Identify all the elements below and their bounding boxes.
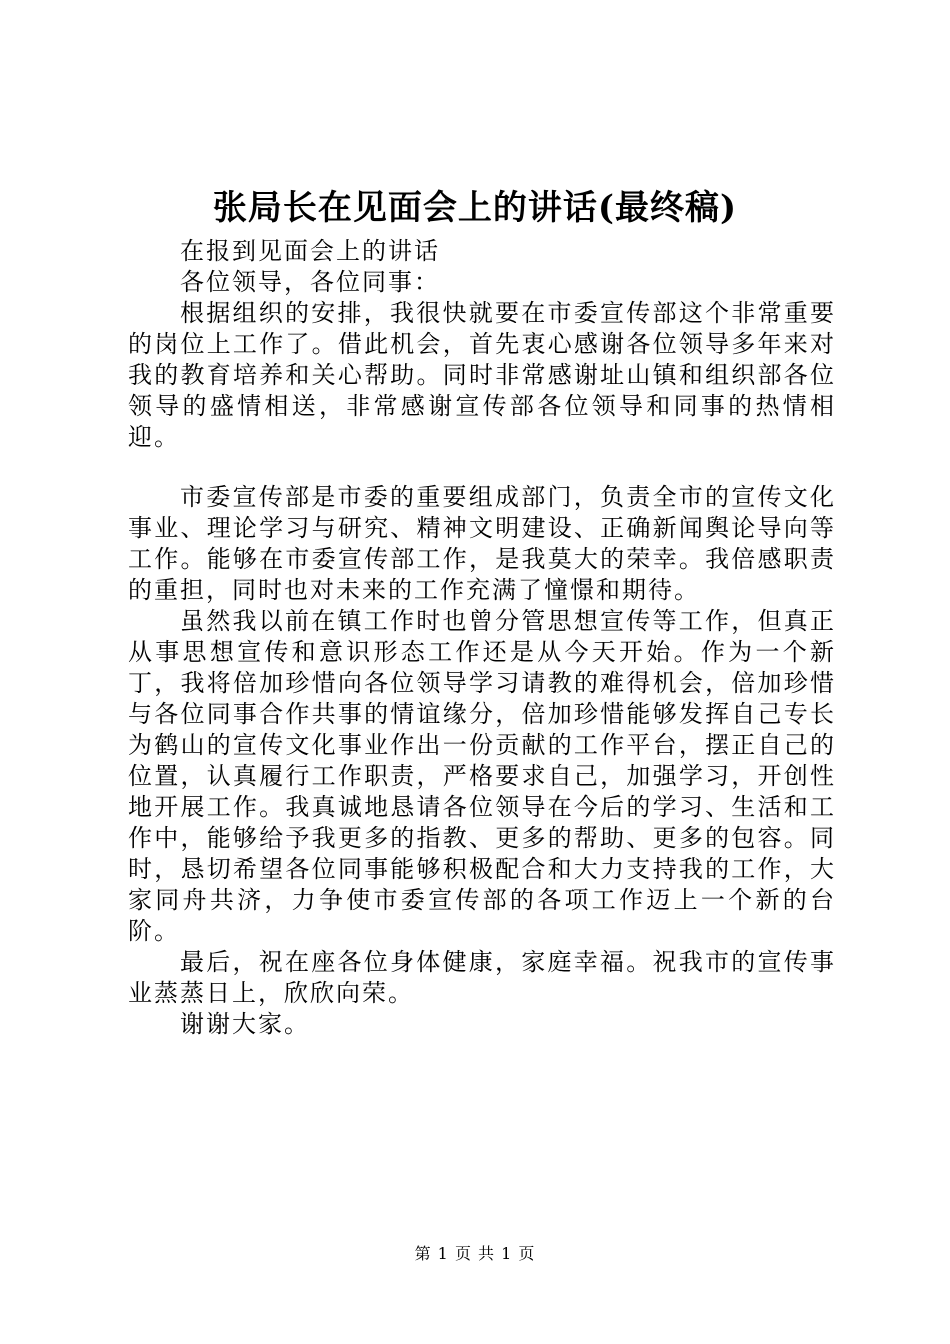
paragraph-commitment: 虽然我以前在镇工作时也曾分管思想宣传等工作，但真正从事思想宣传和意识形态工作还是从今天开始。作为一个新丁，我将倍加珍惜向各位领导学习请教的难得机会，倍加珍惜与各位同事合作共事的情谊缘分，倍加珍惜能够发挥自己专长为鹤山的宣传文化事业作出一份贡献的工作平台，摆正自己的位置，认真履行工作职责，严格要求自己，加强学习，开创性地开展工作。我真诚地恳请各位领导在今后的学习、生活和工作中，能够给予我更多的指教、更多的帮助、更多的包容。同时，恳切希望各位同事能够积极配合和大力支持我的工作，大家同舟共济，力争使市委宣传部的各项工作迈上一个新的台阶。 <box>128 607 836 945</box>
page-number-footer: 第 1 页 共 1 页 <box>414 1244 536 1263</box>
document-title: 张局长在见面会上的讲话(最终稿) <box>212 188 738 228</box>
paragraph-department: 市委宣传部是市委的重要组成部门，负责全市的宣传文化事业、理论学习与研究、精神文明建设、正确新闻舆论导向等工作。能够在市委宣传部工作，是我莫大的荣幸。我倍感职责的重担，同时也对未来的工作充满了憧憬和期待。 <box>128 483 836 604</box>
paragraph-thanks: 根据组织的安排，我很快就要在市委宣传部这个非常重要的岗位上工作了。借此机会，首先衷心感谢各位领导多年来对我的教育培养和关心帮助。同时非常感谢址山镇和组织部各位领导的盛情相送，非常感谢宣传部各位领导和同事的热情相迎。 <box>128 299 836 451</box>
paragraph-subtitle: 在报到见面会上的讲话 <box>180 237 440 265</box>
document-body <box>128 236 836 1040</box>
paragraph-closing: 谢谢大家。 <box>180 1010 310 1038</box>
paragraph-wishes: 最后，祝在座各位身体健康，家庭幸福。祝我市的宣传事业蒸蒸日上，欣欣向荣。 <box>128 948 836 1007</box>
paragraph-salutation: 各位领导，各位同事： <box>180 268 440 296</box>
